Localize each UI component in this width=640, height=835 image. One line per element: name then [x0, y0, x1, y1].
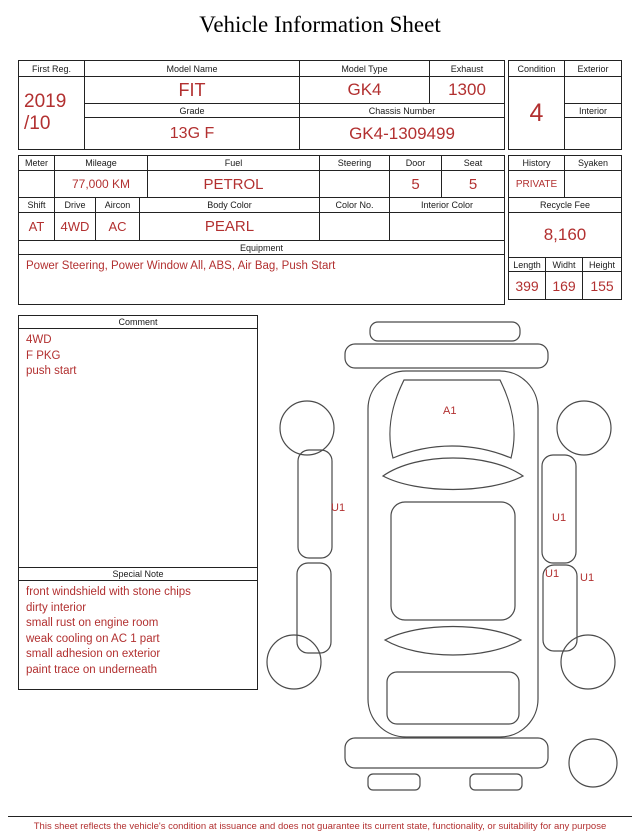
special-note-line: dirty interior [26, 601, 87, 614]
model-type-header: Model Type [300, 61, 430, 77]
seat-value: 5 [442, 171, 504, 198]
chassis-number-value: GK4-1309499 [349, 123, 455, 143]
fuel-value: PETROL [148, 171, 320, 198]
page-title: Vehicle Information Sheet [199, 12, 441, 37]
model-type-value: GK4 [300, 77, 430, 104]
width-value: 169 [546, 272, 583, 299]
width-header: Widht [546, 258, 583, 272]
special-note-header: Special Note [19, 568, 257, 581]
first-reg-month: /10 [24, 113, 51, 134]
damage-mark-u1: U1 [545, 568, 560, 580]
door-value: 5 [390, 171, 442, 198]
length-value: 399 [509, 272, 546, 299]
mileage-value: 77,000 KM [55, 171, 148, 198]
history-value: PRIVATE [509, 171, 565, 198]
comment-line: F PKG [26, 349, 61, 362]
front-right-wheel-shape [557, 401, 611, 455]
color-no-value [320, 213, 390, 241]
rear-right-wheel-shape [561, 635, 615, 689]
height-value: 155 [590, 277, 614, 294]
model-name-value: FIT [85, 77, 300, 104]
disclaimer-footer: This sheet reflects the vehicle's condition at issuance and does not guarantee its current state, functionality, or suitability for any purpose [8, 816, 632, 832]
grade-header: Grade [85, 104, 300, 118]
car-diagram [265, 310, 635, 810]
drive-header: Drive [55, 198, 96, 213]
comment-content [19, 329, 257, 568]
details-table [18, 155, 505, 305]
interior-color-value [390, 213, 504, 241]
grade-value: 13G F [85, 118, 300, 149]
left-front-door-shape [298, 450, 332, 558]
exterior-value [565, 77, 621, 104]
condition-table [508, 60, 622, 150]
syaken-value [565, 171, 621, 198]
identity-table [18, 60, 505, 150]
roof-shape [391, 502, 515, 620]
rear-trim-right-shape [470, 774, 522, 790]
shift-header: Shift [19, 198, 55, 213]
car-body-shape [368, 371, 538, 737]
special-note-line: weak cooling on AC 1 part [26, 632, 160, 645]
rear-window-shape [385, 627, 521, 656]
syaken-header: Syaken [565, 156, 621, 171]
spare-wheel-shape [569, 739, 617, 787]
interior-color-header: Interior Color [390, 198, 504, 213]
exterior-header: Exterior [565, 61, 621, 77]
aircon-value: AC [96, 213, 140, 241]
front-grille-shape [370, 322, 520, 341]
chassis-number-header: Chassis Number [300, 104, 504, 118]
door-header: Door [390, 156, 442, 171]
interior-header: Interior [565, 104, 621, 118]
meter-header: Meter [19, 156, 55, 171]
special-note-line: paint trace on underneath [26, 663, 158, 676]
condition-value: 4 [509, 77, 565, 149]
first-reg-year: 2019 [24, 91, 67, 113]
rear-trim-left-shape [368, 774, 420, 790]
aircon-header: Aircon [96, 198, 140, 213]
first-reg-value [19, 77, 85, 149]
drive-value: 4WD [55, 213, 96, 241]
damage-mark-a1: A1 [443, 405, 457, 417]
damage-mark-u1: U1 [552, 512, 567, 524]
exhaust-value: 1300 [430, 77, 504, 104]
meter-value [19, 171, 55, 198]
rear-bumper-shape [345, 738, 548, 768]
recycle-fee-header: Recycle Fee [509, 198, 621, 213]
equipment-value: Power Steering, Power Window All, ABS, Air Bag, Push Start [26, 260, 336, 272]
front-left-wheel-shape [280, 401, 334, 455]
front-bumper-shape [345, 344, 548, 368]
exhaust-header: Exhaust [430, 61, 504, 77]
windshield-shape [383, 458, 523, 490]
trunk-shape [387, 672, 519, 724]
comment-header: Comment [19, 316, 257, 329]
steering-header: Steering [320, 156, 390, 171]
recycle-fee-value: 8,160 [509, 213, 621, 258]
color-no-header: Color No. [320, 198, 390, 213]
equipment-header: Equipment [19, 241, 504, 255]
special-note-content [19, 581, 257, 689]
fuel-header: Fuel [148, 156, 320, 171]
damage-mark-u1: U1 [331, 502, 346, 514]
left-rear-door-shape [297, 563, 331, 653]
body-color-header: Body Color [140, 198, 320, 213]
damage-mark-u1: U1 [580, 572, 595, 584]
right-front-door-shape [542, 455, 576, 563]
length-header: Length [509, 258, 546, 272]
special-note-line: small rust on engine room [26, 617, 159, 630]
seat-header: Seat [442, 156, 504, 171]
shift-value: AT [19, 213, 55, 241]
body-color-value: PEARL [140, 213, 320, 241]
interior-value [565, 118, 621, 149]
mileage-header: Mileage [55, 156, 148, 171]
comment-line: 4WD [26, 334, 52, 346]
rear-left-wheel-shape [267, 635, 321, 689]
comment-panel [18, 315, 258, 690]
steering-value [320, 171, 390, 198]
height-header: Height [583, 258, 621, 272]
first-reg-header: First Reg. [19, 61, 85, 77]
model-name-header: Model Name [85, 61, 300, 77]
condition-header: Condition [509, 61, 565, 77]
history-recycle-table [508, 155, 622, 300]
comment-line: push start [26, 365, 77, 378]
hood-shape [390, 380, 514, 458]
special-note-line: small adhesion on exterior [26, 648, 161, 661]
history-header: History [509, 156, 565, 171]
special-note-line: front windshield with stone chips [26, 586, 191, 598]
